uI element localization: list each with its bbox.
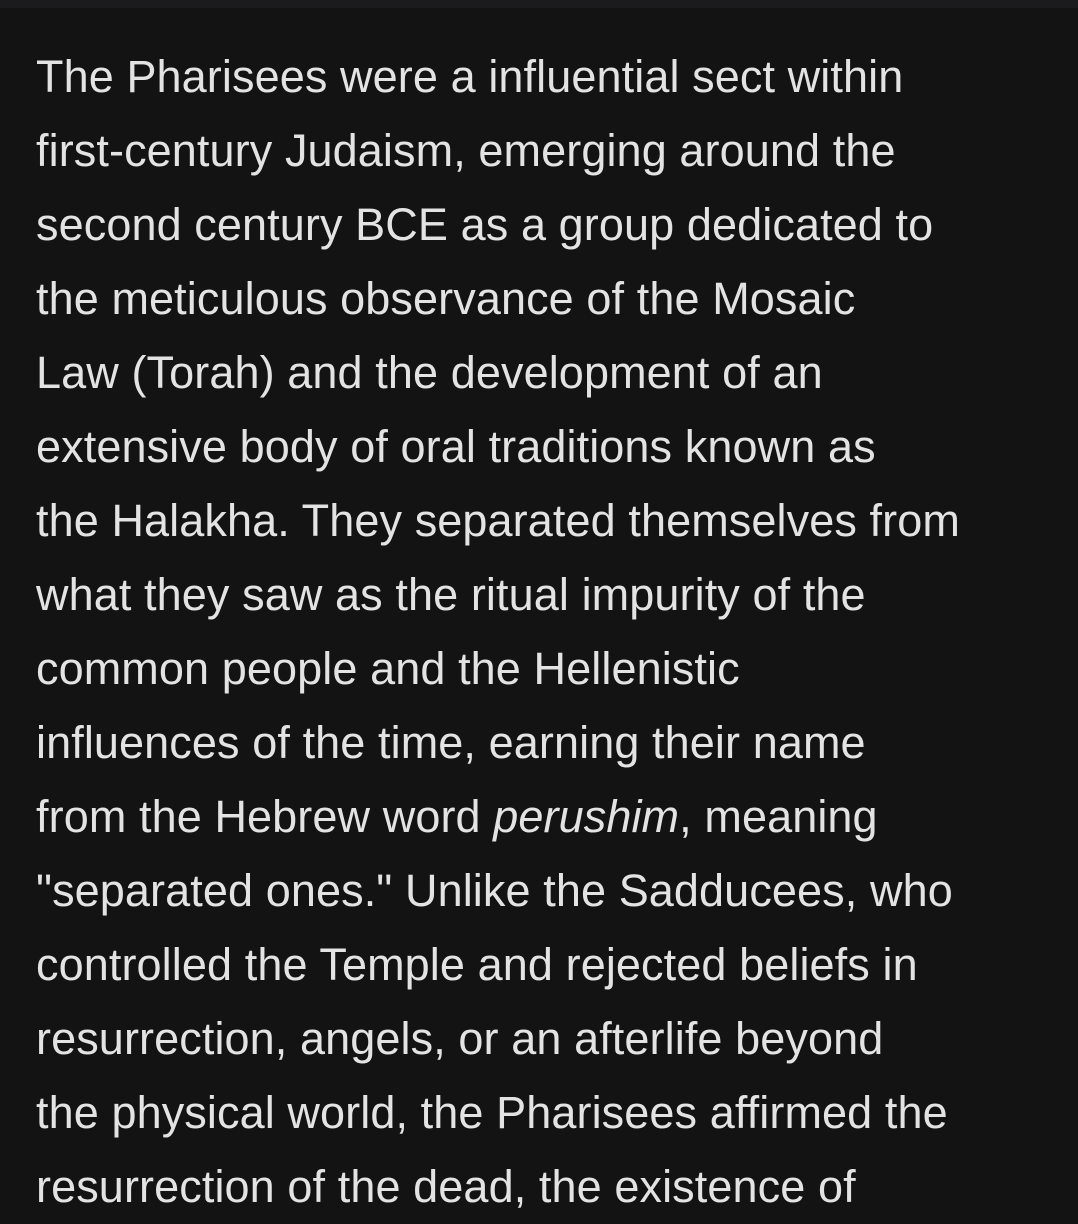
- text-line: [36, 780, 1056, 854]
- response-text: [36, 40, 1056, 1224]
- text-line: the Halakha. They separated themselves from: [36, 495, 960, 546]
- text-line: the meticulous observance of the Mosaic: [36, 273, 856, 324]
- text-line: extensive body of oral traditions known as: [36, 421, 876, 472]
- text-segment: from the Hebrew word: [36, 791, 494, 842]
- text-line: controlled the Temple and rejected beliefs in: [36, 939, 918, 990]
- text-line: Law (Torah) and the development of an: [36, 347, 823, 398]
- text-line: what they saw as the ritual impurity of the: [36, 569, 866, 620]
- text-line: "separated ones." Unlike the Sadducees, who: [36, 865, 953, 916]
- top-edge-strip: [0, 0, 1078, 8]
- text-line: influences of the time, earning their name: [36, 717, 866, 768]
- italic-term: perushim: [493, 791, 680, 842]
- text-segment: , meaning: [679, 791, 878, 842]
- text-line: resurrection, angels, or an afterlife beyond: [36, 1013, 884, 1064]
- text-line: resurrection of the dead, the existence of: [36, 1161, 856, 1212]
- text-line: second century BCE as a group dedicated to: [36, 199, 934, 250]
- text-line: the physical world, the Pharisees affirmed the: [36, 1087, 948, 1138]
- text-line: The Pharisees were a influential sect within: [36, 51, 904, 102]
- text-line: common people and the Hellenistic: [36, 643, 740, 694]
- text-line: first-century Judaism, emerging around the: [36, 125, 896, 176]
